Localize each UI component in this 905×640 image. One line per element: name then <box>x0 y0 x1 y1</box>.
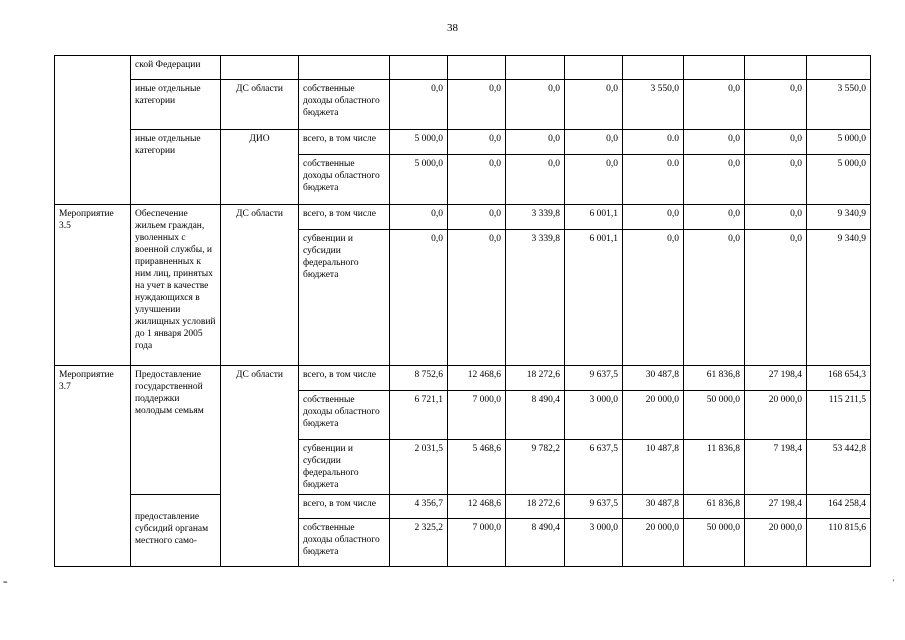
table-row <box>55 130 871 155</box>
value-cell: 0,0 <box>684 205 745 230</box>
value-cell: 0,0 <box>684 230 745 366</box>
name-cell: иные отдельные категории <box>131 80 221 130</box>
value-cell: 0,0 <box>448 155 506 205</box>
value-cell: 0,0 <box>623 230 684 366</box>
executor-cell <box>221 56 299 80</box>
value-cell: 20 000,0 <box>623 391 684 440</box>
value-cell: 18 272,6 <box>506 366 565 391</box>
source-cell: субвенции и субсидии федерального бюджета <box>299 230 390 366</box>
value-cell: 0,0 <box>745 155 807 205</box>
value-cell: 9 782,2 <box>506 440 565 495</box>
page-number: 38 <box>447 22 458 34</box>
value-cell: 27 198,4 <box>745 495 807 519</box>
value-cell <box>745 56 807 80</box>
value-cell: 6 001,1 <box>565 205 623 230</box>
value-cell: 115 211,5 <box>807 391 871 440</box>
source-cell: собственные доходы областного бюджета <box>299 155 390 205</box>
value-cell: 0,0 <box>565 155 623 205</box>
source-cell: всего, в том числе <box>299 366 390 391</box>
value-cell: 0,0 <box>390 80 448 130</box>
value-cell: 0,0 <box>745 130 807 155</box>
value-cell: 0,0 <box>448 130 506 155</box>
table-row <box>55 495 871 519</box>
value-cell <box>565 56 623 80</box>
value-cell: 20 000,0 <box>623 519 684 567</box>
value-cell: 50 000,0 <box>684 391 745 440</box>
value-cell: 6 721,1 <box>390 391 448 440</box>
name-cell: ской Федерации <box>131 56 221 80</box>
value-cell: 27 198,4 <box>745 366 807 391</box>
name-cell: Обеспечение жильем граждан, уволенных с военной службы, и приравненных к ним лиц, принятых на учет в качестве нуждающихся в улучшении жилищных условий до 1 января 2005 года <box>131 205 221 366</box>
source-cell: субвенции и субсидии федерального бюджета <box>299 440 390 495</box>
value-cell: 11 836,8 <box>684 440 745 495</box>
value-cell: 0,0 <box>565 80 623 130</box>
value-cell: 2 031,5 <box>390 440 448 495</box>
value-cell: 8 752,6 <box>390 366 448 391</box>
value-cell: 0,0 <box>565 130 623 155</box>
value-cell: 0.0 <box>623 155 684 205</box>
margin-mark-right: ' <box>893 578 895 587</box>
table-row <box>55 56 871 80</box>
activity-cell: Мероприятие 3.5 <box>55 205 131 366</box>
value-cell: 3 550,0 <box>807 80 871 130</box>
source-cell: всего, в том числе <box>299 130 390 155</box>
table-row <box>55 80 871 130</box>
value-cell: 6 637,5 <box>565 440 623 495</box>
value-cell: 5 000,0 <box>390 155 448 205</box>
value-cell: 7 000,0 <box>448 519 506 567</box>
value-cell: 6 001,1 <box>565 230 623 366</box>
value-cell: 0,0 <box>684 80 745 130</box>
value-cell: 18 272,6 <box>506 495 565 519</box>
activity-cell: Мероприятие 3.7 <box>55 366 131 567</box>
value-cell: 0,0 <box>684 130 745 155</box>
value-cell <box>390 56 448 80</box>
source-cell <box>299 56 390 80</box>
name-cell: предоставление субсидий органам местного само- <box>131 495 221 567</box>
value-cell: 3 550,0 <box>623 80 684 130</box>
value-cell: 3 339,8 <box>506 230 565 366</box>
value-cell <box>448 56 506 80</box>
value-cell: 164 258,4 <box>807 495 871 519</box>
value-cell <box>684 56 745 80</box>
value-cell: 110 815,6 <box>807 519 871 567</box>
value-cell: 3 000,0 <box>565 519 623 567</box>
value-cell: 9 340,9 <box>807 230 871 366</box>
value-cell: 0,0 <box>506 155 565 205</box>
value-cell: 61 836,8 <box>684 366 745 391</box>
source-cell: собственные доходы областного бюджета <box>299 80 390 130</box>
value-cell: 5 000,0 <box>807 155 871 205</box>
value-cell: 3 000,0 <box>565 391 623 440</box>
source-cell: собственные доходы областного бюджета <box>299 519 390 567</box>
value-cell: 7 000,0 <box>448 391 506 440</box>
value-cell: 0,0 <box>745 205 807 230</box>
margin-mark-left: = <box>3 578 8 587</box>
value-cell: 9 340,9 <box>807 205 871 230</box>
value-cell: 0,0 <box>506 80 565 130</box>
value-cell: 10 487,8 <box>623 440 684 495</box>
value-cell: 30 487,8 <box>623 366 684 391</box>
value-cell: 50 000,0 <box>684 519 745 567</box>
value-cell: 0,0 <box>745 80 807 130</box>
executor-cell: ДС области <box>221 366 299 567</box>
value-cell: 20 000,0 <box>745 391 807 440</box>
budget-table <box>54 55 871 567</box>
executor-cell: ДС области <box>221 205 299 366</box>
value-cell: 0,0 <box>448 205 506 230</box>
value-cell: 9 637,5 <box>565 366 623 391</box>
value-cell: 12 468,6 <box>448 366 506 391</box>
value-cell <box>623 56 684 80</box>
value-cell: 9 637,5 <box>565 495 623 519</box>
value-cell: 0,0 <box>506 130 565 155</box>
value-cell: 168 654,3 <box>807 366 871 391</box>
value-cell: 61 836,8 <box>684 495 745 519</box>
table-row <box>55 366 871 391</box>
value-cell: 4 356,7 <box>390 495 448 519</box>
value-cell: 8 490,4 <box>506 391 565 440</box>
table-row <box>55 205 871 230</box>
value-cell <box>807 56 871 80</box>
value-cell: 5 468,6 <box>448 440 506 495</box>
source-cell: собственные доходы областного бюджета <box>299 391 390 440</box>
value-cell: 12 468,6 <box>448 495 506 519</box>
value-cell: 3 339,8 <box>506 205 565 230</box>
value-cell: 7 198,4 <box>745 440 807 495</box>
source-cell: всего, в том числе <box>299 205 390 230</box>
executor-cell: ДС области <box>221 80 299 130</box>
value-cell <box>506 56 565 80</box>
name-cell: иные отдельные категории <box>131 130 221 205</box>
value-cell: 0,0 <box>390 205 448 230</box>
value-cell: 5 000,0 <box>390 130 448 155</box>
value-cell: 30 487,8 <box>623 495 684 519</box>
value-cell: 53 442,8 <box>807 440 871 495</box>
value-cell: 8 490,4 <box>506 519 565 567</box>
value-cell: 5 000,0 <box>807 130 871 155</box>
value-cell: 20 000,0 <box>745 519 807 567</box>
value-cell: 2 325,2 <box>390 519 448 567</box>
activity-cell <box>55 56 131 205</box>
executor-cell: ДИО <box>221 130 299 205</box>
value-cell: 0.0 <box>623 130 684 155</box>
value-cell: 0,0 <box>448 230 506 366</box>
name-cell: Предоставление государственной поддержки молодым семьям <box>131 366 221 495</box>
source-cell: всего, в том числе <box>299 495 390 519</box>
value-cell: 0,0 <box>745 230 807 366</box>
value-cell: 0,0 <box>390 230 448 366</box>
value-cell: 0,0 <box>684 155 745 205</box>
value-cell: 0,0 <box>623 205 684 230</box>
value-cell: 0,0 <box>448 80 506 130</box>
